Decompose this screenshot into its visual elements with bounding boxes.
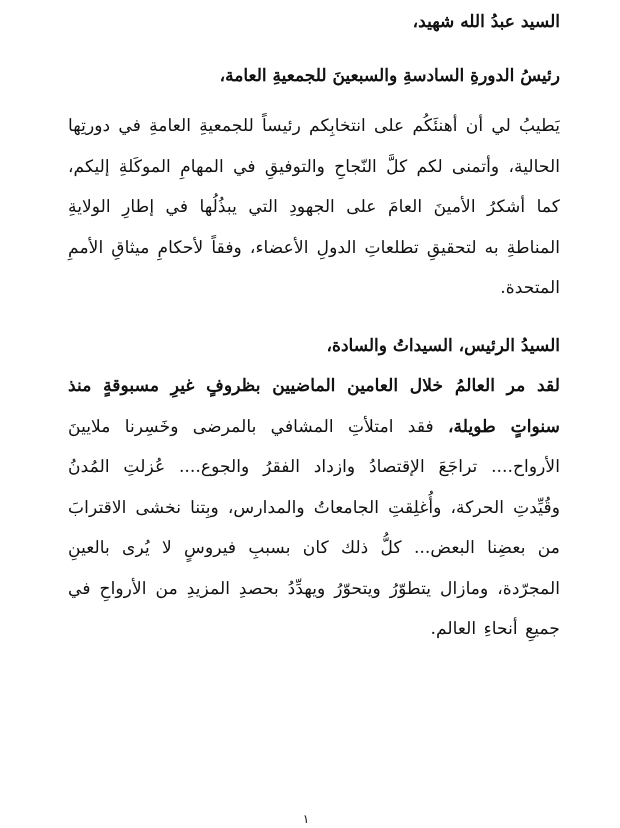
title-line-heading: رئيسُ الدورةِ السادسةِ والسبعينَ للجمعيةِ العامة، — [219, 66, 560, 86]
page-number: ١ — [302, 812, 310, 826]
paragraph-pandemic-body: فقد امتلأتِ المشافي بالمرضى وخَسِرنا ملايينَ الأرواح.... تراجَعَ الإقتصادُ وازداد الفقرُ والجوع.... عُزلتِ المُدنُ وقُيِّدتِ الحركة، وأُغلِقتِ الجامعاتُ والمدارس، وبِتنا نخشى الاقترابَ من بعضِنا البعض... كلُّ ذلك كان بسببِ فيروسٍ لا يُرى بالعينِ المجرّدة، ومازال يتطوّرُ ويتحوّرُ ويهدِّدُ بحصدِ المزيدِ من الأرواحِ في جميعِ أنحاءِ العالم. — [68, 416, 560, 639]
paragraph-congratulations: يَطيبُ لي أن أهنئَكُم على انتخابِكم رئيساً للجمعيةِ العامةِ في دورتِها الحالية، وأتمنى لكم كلَّ النّجاحِ والتوفيقِ في المهامِ الموكَلةِ إليكم، كما أشكرُ الأمينَ العامَ على الجهودِ التي يبذُلُها في إطارِ الولايةِ المناطةِ به لتحقيقِ تطلعاتِ الدولِ الأعضاء، وفقاً لأحكامِ ميثاقِ الأممِ المتحدة. — [68, 116, 560, 298]
paragraph-pandemic — [68, 366, 560, 650]
paragraph-pandemic-bold-lead: لقد مر العالمُ خلال العامين الماضيين بظروفٍ غيرِ مسبوقةٍ منذ سنواتٍ طويلة، — [68, 376, 560, 437]
salutation-heading-2: السيدُ الرئيس، السيداتُ والسادة، — [326, 336, 560, 356]
salutation-heading: السيد عبدُ الله شهيد، — [412, 12, 560, 32]
